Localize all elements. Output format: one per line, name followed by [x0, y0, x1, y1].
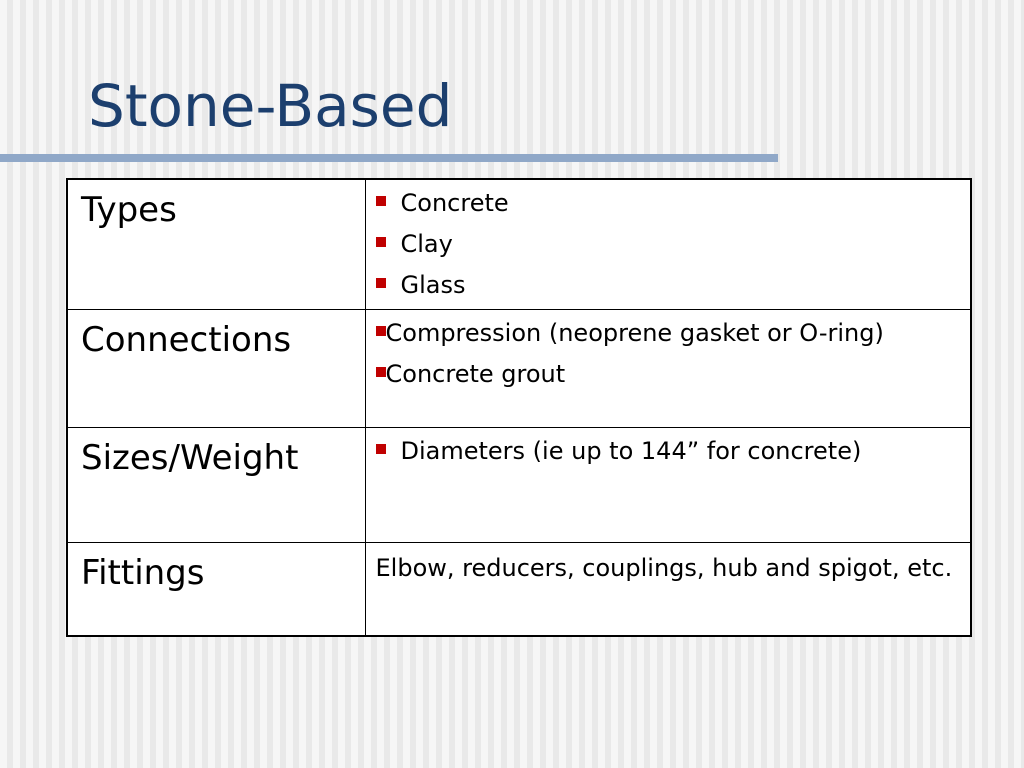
bullet-list	[376, 316, 961, 391]
list-item	[376, 357, 961, 391]
bullet-list	[376, 186, 961, 302]
table-row-types	[67, 179, 971, 310]
list-item	[376, 227, 961, 261]
square-bullet-icon	[376, 237, 386, 247]
title-underline	[0, 154, 778, 162]
list-item-text: Clay	[400, 230, 453, 258]
list-item-text: Compression (neoprene gasket or O-ring)	[385, 319, 884, 347]
row-content	[365, 543, 971, 636]
bullet-list	[376, 434, 961, 468]
content-table-container	[66, 178, 972, 637]
row-label: Fittings	[67, 543, 365, 636]
row-content	[365, 179, 971, 310]
table-row-sizes-weight	[67, 428, 971, 543]
square-bullet-icon	[376, 444, 386, 454]
list-item	[376, 268, 961, 302]
row-content	[365, 428, 971, 543]
list-item-text: Concrete	[400, 189, 509, 217]
list-item-text: Glass	[400, 271, 466, 299]
content-table	[66, 178, 972, 637]
square-bullet-icon	[376, 367, 386, 377]
list-item	[376, 186, 961, 220]
row-label: Connections	[67, 310, 365, 428]
row-content-text: Elbow, reducers, couplings, hub and spigot, etc.	[375, 554, 953, 582]
list-item-text: Concrete grout	[385, 360, 566, 388]
row-label: Sizes/Weight	[67, 428, 365, 543]
list-item-text: Diameters (ie up to 144” for concrete)	[400, 437, 862, 465]
slide-title: Stone-Based	[88, 72, 453, 140]
table-row-fittings	[67, 543, 971, 636]
row-content	[365, 310, 971, 428]
square-bullet-icon	[376, 196, 386, 206]
square-bullet-icon	[376, 278, 386, 288]
table-row-connections	[67, 310, 971, 428]
square-bullet-icon	[376, 326, 386, 336]
row-label: Types	[67, 179, 365, 310]
list-item	[376, 434, 961, 468]
list-item	[376, 316, 961, 350]
